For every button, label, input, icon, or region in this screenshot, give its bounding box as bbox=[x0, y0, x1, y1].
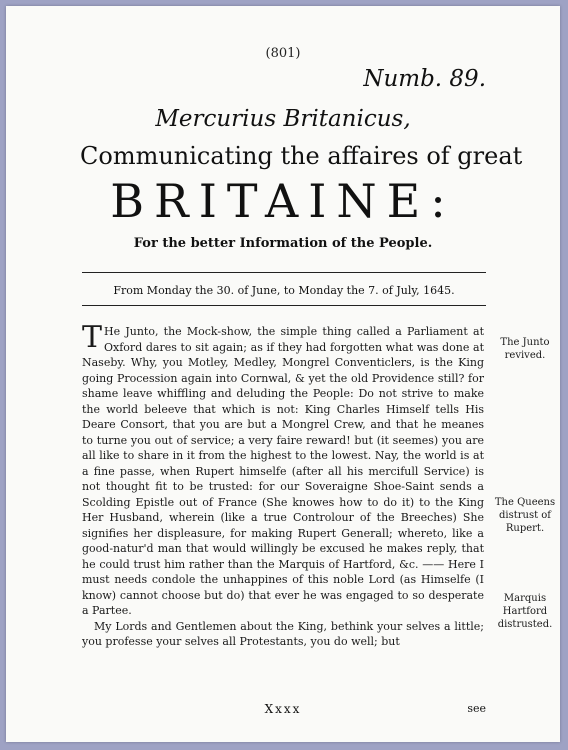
top-rule bbox=[82, 272, 486, 273]
page-folio: (801) bbox=[265, 46, 301, 61]
drop-cap: T bbox=[82, 320, 103, 355]
signature-mark: Xxxx bbox=[264, 702, 302, 716]
bottom-rule bbox=[82, 305, 486, 306]
masthead-subtitle: Communicating the affaires of great bbox=[80, 142, 523, 170]
article-body bbox=[82, 320, 484, 650]
margin-note-marquis: Marquis Hartford distrusted. bbox=[497, 593, 553, 630]
paragraph-1 bbox=[82, 320, 484, 619]
masthead-title: Mercurius Britanicus, bbox=[155, 106, 411, 132]
margin-note-junto: The Junto revived. bbox=[500, 337, 550, 361]
dateline: From Monday the 30. of June, to Monday the 7. of July, 1645. bbox=[113, 284, 455, 297]
paragraph-2: My Lords and Gentlemen about the King, bethink your selves a little; you professe your selves all Protestants, you do well; but bbox=[82, 619, 484, 648]
issue-number: Numb. 89. bbox=[363, 66, 486, 92]
newspaper-page bbox=[6, 6, 560, 742]
masthead-tagline: For the better Information of the People. bbox=[133, 236, 433, 251]
paragraph-1-text: He Junto, the Mock-show, the simple thing called a Parliament at Oxford dares to sit again; as if they had forgotten what was done at Naseby. Why, you Motley, Medley, Mongrel Conventiclers, is the King going Procession again into Cornwal, & yet the old Providence still? for shame leave whiffling and deluding the People: Do not strive to make the world beleeve that which is not: King Charles Himself tells His Deare Consort, that you are but a Mongrel Crew, and that he meanes to turne you out of service; a very faire reward! but (it seemes) you are all like to share in it from the highest to the lowest. Nay, the world is at a fine passe, when Rupert himselfe (after all his mercifull Service) is not thought fit to be trusted: for our Soveraigne Shoe-Saint sends a Scolding Epistle out of France (She knowes how to do it) to the King Her Husband, wherein (like a true Controlour of the Breeches) She signifies her displeasure, for making Rupert Generall; whereto, like a good-natur'd man that would willingly be excused he makes reply, that he could trust him rather than the Marquis of Hartford, &c. —— Here I must needs condole the unhappines of this noble Lord (as Himselfe (I know) cannot choose but do) that ever he was engaged to so desperate a Partee. bbox=[82, 325, 484, 617]
catchword: see bbox=[467, 702, 486, 715]
masthead-britaine: BRITAINE: bbox=[110, 174, 456, 228]
margin-note-queens: The Queens distrust of Rupert. bbox=[494, 497, 556, 534]
